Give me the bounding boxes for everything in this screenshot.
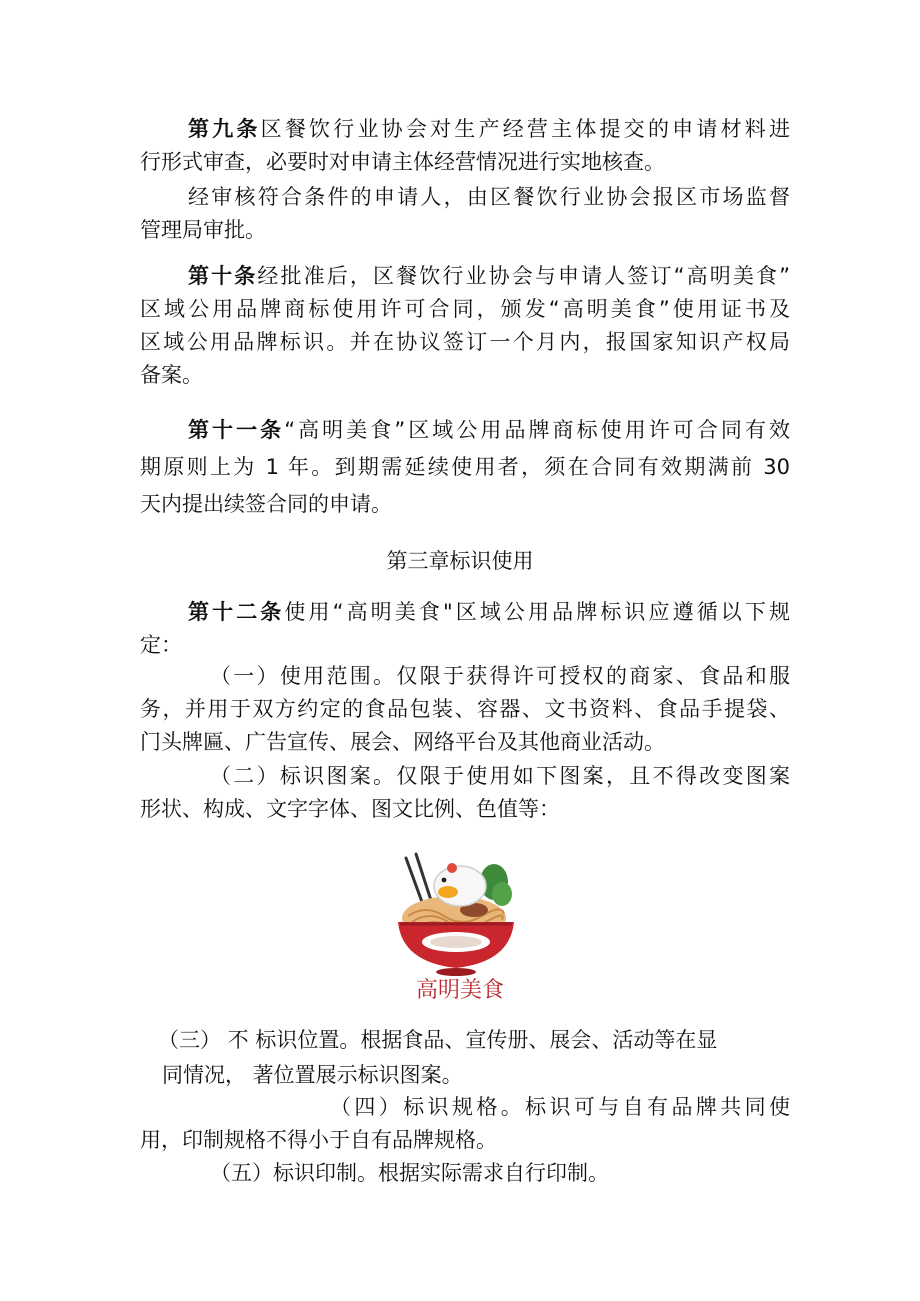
- art11-line-2: 期原则上为 1 年。到期需延续使用者，须在合同有效期满前 30: [140, 455, 790, 479]
- art10-line-1: 第十条经批准后，区餐饮行业协会与申请人签订“高明美食”: [188, 264, 790, 288]
- art10-label: 第十条: [188, 264, 258, 288]
- item4-line-1: （四）标识规格。标识可与自有品牌共同使: [330, 1095, 790, 1119]
- art12-line-2: 定：: [140, 633, 182, 657]
- art9-para2-line-2: 管理局审批。: [140, 218, 266, 242]
- art9-para2-line-1: 经审核符合条件的申请人，由区餐饮行业协会报区市场监督: [188, 185, 790, 209]
- art11-label: 第十一条: [188, 418, 285, 442]
- item2-line-1: （二）标识图案。仅限于使用如下图案，且不得改变图案: [210, 764, 790, 788]
- art10-line-2: 区域公用品牌商标使用许可合同，颁发“高明美食”使用证书及: [140, 297, 790, 321]
- art9-line-2: 行形式审查，必要时对申请主体经营情况进行实地核查。: [140, 150, 665, 174]
- art12-line-1: 第十二条使用“高明美食"区域公用品牌标识应遵循以下规: [188, 600, 791, 624]
- gaoming-food-logo: [386, 850, 526, 980]
- item4-line-2: 用，印制规格不得小于自有品牌规格。: [140, 1128, 497, 1152]
- item1-line-2: 务，并用于双方约定的食品包装、容器、文书资料、食品手提袋、: [140, 697, 790, 721]
- art11-line-3: 天内提出续签合同的申请。: [140, 492, 392, 516]
- art9-line-1: 第九条区餐饮行业协会对生产经营主体提交的申请材料进: [188, 117, 790, 141]
- item3-line-1: （三） 不 标识位置。根据食品、宣传册、展会、活动等在显: [158, 1028, 718, 1052]
- item2-line-2: 形状、构成、文字字体、图文比例、色值等：: [140, 797, 560, 821]
- item5-line-1: （五）标识印制。根据实际需求自行印制。: [210, 1161, 609, 1185]
- chapter-title: 第三章标识使用: [386, 549, 534, 573]
- logo-text: 高明美食: [415, 978, 504, 1003]
- art12-label: 第十二条: [188, 600, 285, 624]
- item1-line-1: （一）使用范围。仅限于获得许可授权的商家、食品和服: [210, 664, 790, 688]
- item1-line-3: 门头牌匾、广告宣传、展会、网络平台及其他商业活动。: [140, 730, 665, 754]
- art10-line-4: 备案。: [140, 363, 203, 387]
- art9-label: 第九条: [188, 117, 261, 141]
- art10-line-3: 区域公用品牌标识。并在协议签订一个月内，报国家知识产权局: [140, 330, 790, 354]
- item3-line-2: 同情况， 著位置展示标识图案。: [162, 1063, 463, 1087]
- art11-line-1: 第十一条“高明美食”区域公用品牌商标使用许可合同有效: [188, 418, 790, 442]
